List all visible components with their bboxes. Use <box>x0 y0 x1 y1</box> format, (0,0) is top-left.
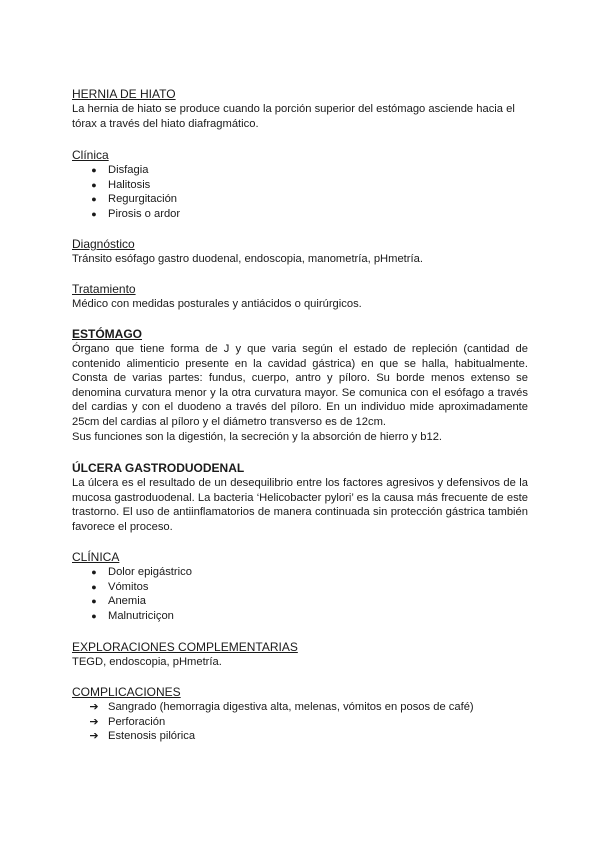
hernia-tratamiento-title: Tratamiento <box>72 282 136 296</box>
arrow-right-icon: ➔ <box>89 701 99 713</box>
bullet-dot-icon: ● <box>91 581 97 592</box>
hernia-diagnostico-section <box>72 237 528 267</box>
list-item: ● Pirosis o ardor <box>72 207 528 222</box>
list-item: ● Dolor epigástrico <box>72 565 528 580</box>
ulcera-exploraciones-section <box>72 640 528 670</box>
hernia-section <box>72 87 528 131</box>
ulcera-clinica-title: CLÍNICA <box>72 550 120 564</box>
bullet-dot-icon: ● <box>91 596 97 607</box>
list-item: ➔ Sangrado (hemorragia digestiva alta, melenas, vómitos en posos de café) <box>89 701 474 713</box>
list-item: ➔ Estenosis pilórica <box>89 730 196 743</box>
ulcera-complicaciones-title: COMPLICACIONES <box>72 685 181 699</box>
hernia-clinica-list <box>72 163 528 221</box>
list-item: ● Vómitos <box>72 580 528 595</box>
bullet-dot-icon: ● <box>91 610 97 621</box>
hernia-diagnostico-text: Tránsito esófago gastro duodenal, endoscopia, manometría, pHmetría. <box>72 253 423 265</box>
ulcera-section <box>72 461 528 534</box>
ulcera-clinica-list <box>72 565 528 623</box>
list-item: ➔ Perforación <box>89 715 166 728</box>
hernia-title: HERNIA DE HIATO <box>72 87 176 101</box>
hernia-tratamiento-section <box>72 282 528 312</box>
arrow-right-icon: ➔ <box>89 730 99 743</box>
list-item: ● Halitosis <box>72 178 528 193</box>
hernia-clinica-section <box>72 148 528 221</box>
list-item: ● Regurgitación <box>72 192 528 207</box>
hernia-intro: La hernia de hiato se produce cuando la porción superior del estómago asciende hacia el tórax a través del hiato diafragmático. <box>72 103 515 130</box>
estomago-text: Órgano que tiene forma de J y que varia según el estado de repleción (cantidad de contenido alimenticio presente en la cavidad gástrica) en que se halla, habitualmente. Consta de varias partes: fundus, cuerpo, antro y píloro. Su borde menos extenso se denomina curvatura menor y la otra curvatura mayor. Se comunica con el esófago a través del cardias y con el duodeno a través del píloro. En un individuo mide aproximadamente 25cm del cardias al píloro y el diámetro transverso es de 12cm. <box>72 343 528 428</box>
ulcera-exploraciones-title: EXPLORACIONES COMPLEMENTARIAS <box>72 640 298 654</box>
hernia-diagnostico-title: Diagnóstico <box>72 237 135 251</box>
ulcera-complicaciones-list <box>72 700 528 744</box>
list-item: ● Disfagia <box>72 163 528 178</box>
ulcera-title: ÚLCERA GASTRODUODENAL <box>72 461 245 475</box>
ulcera-complicaciones-section <box>72 685 528 744</box>
bullet-dot-icon: ● <box>91 179 97 190</box>
list-item: ● Malnutriciçon <box>72 609 528 624</box>
estomago-text-2: Sus funciones son la digestión, la secreción y la absorción de hierro y b12. <box>72 430 443 443</box>
estomago-title: ESTÓMAGO <box>72 327 143 341</box>
estomago-section <box>72 327 528 444</box>
bullet-dot-icon: ● <box>91 194 97 205</box>
ulcera-clinica-section <box>72 550 528 623</box>
ulcera-text: La úlcera es el resultado de un desequilibrio entre los factores agresivos y defensivos de la mucosa gastroduodenal. La bacteria ‘Helicobacter pylori’ es la causa más frecuente de este trastorno. El uso de antiinflamatorios de manera continuada sin protección gástrica también favorece el proceso. <box>72 477 528 533</box>
ulcera-exploraciones-text: TEGD, endoscopia, pHmetría. <box>72 656 222 668</box>
arrow-right-icon: ➔ <box>89 715 99 728</box>
hernia-tratamiento-text: Médico con medidas posturales y antiácidos o quirúrgicos. <box>72 298 362 310</box>
list-item: ● Anemia <box>72 594 528 609</box>
bullet-dot-icon: ● <box>91 165 97 175</box>
hernia-clinica-title: Clínica <box>72 148 109 162</box>
bullet-dot-icon: ● <box>91 567 97 577</box>
bullet-dot-icon: ● <box>91 208 97 219</box>
